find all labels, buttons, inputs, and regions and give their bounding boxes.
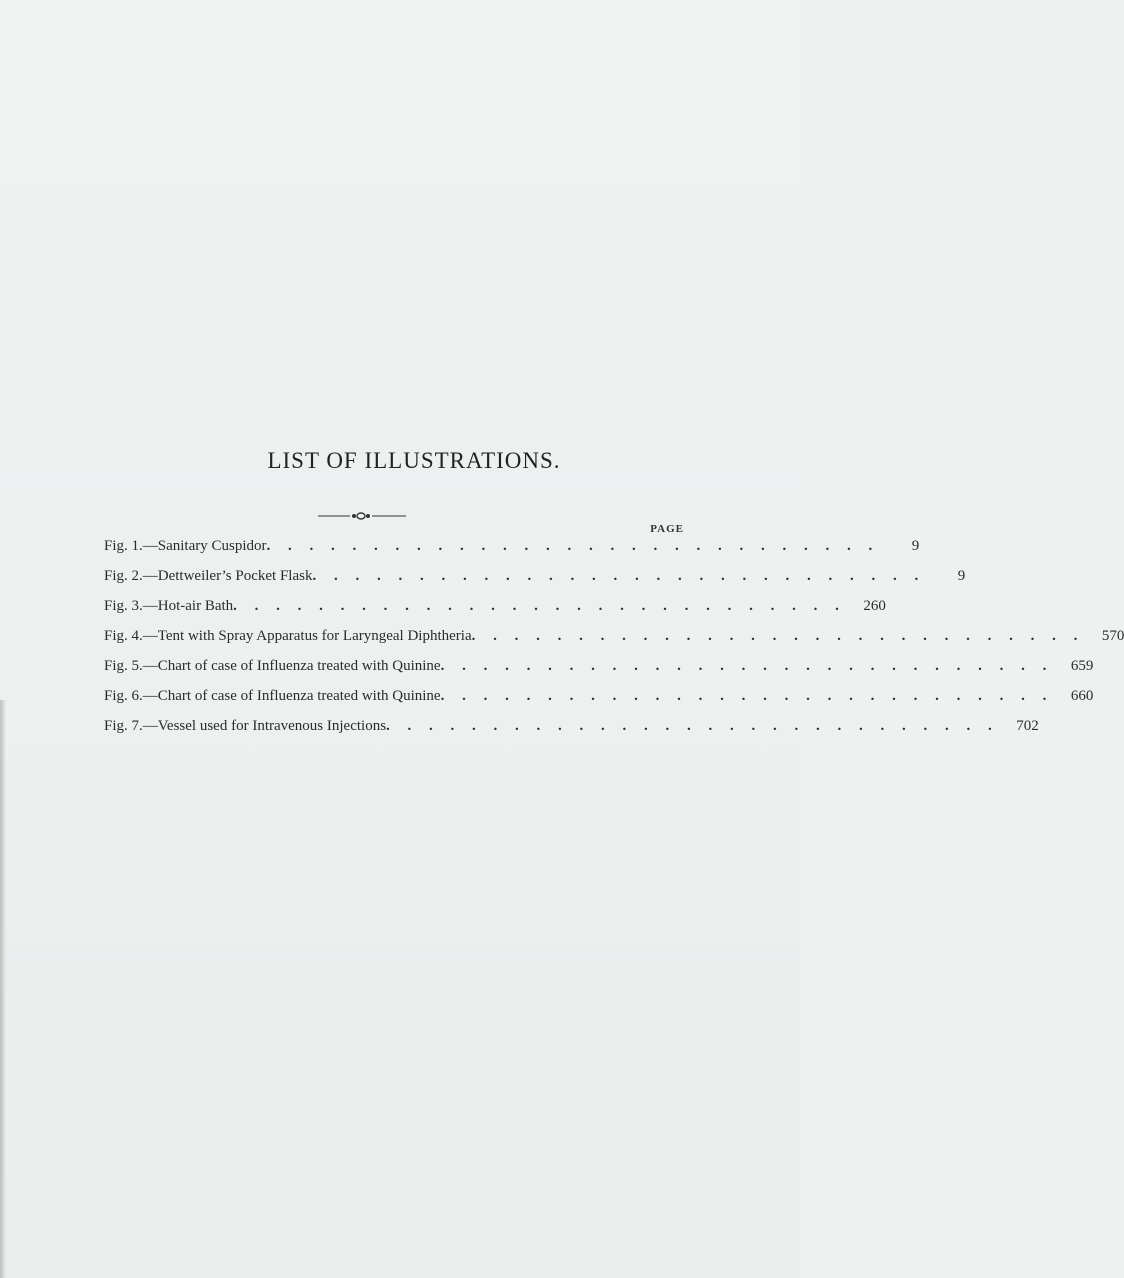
ornament-divider-icon (318, 512, 406, 520)
list-item (104, 688, 1094, 718)
page-column-heading: PAGE (650, 523, 684, 535)
dot-leader: . . . . . . . . . . . . . . . . . . . . . . . . . . . . . (471, 628, 1085, 644)
page-number: 9 (911, 538, 920, 554)
page-number: 659 (1070, 658, 1094, 674)
dot-leader: . . . . . . . . . . . . . . . . . . . . . . . . . . . . . (440, 658, 1054, 674)
dot-leader: . . . . . . . . . . . . . . . . . . . . . . . . . . . . . (266, 538, 880, 554)
list-item (104, 568, 966, 598)
list-item (104, 658, 1094, 688)
page-number: 260 (863, 598, 886, 614)
dot-leader: . . . . . . . . . . . . . . . . . . . . . . . . . . . . . (440, 688, 1054, 704)
page-number: 9 (957, 568, 966, 584)
page-number: 660 (1070, 688, 1094, 704)
page-title: LIST OF ILLUSTRATIONS. (267, 448, 561, 473)
list-item (104, 628, 1124, 658)
figure-caption: Fig. 5.—Chart of case of Influenza treated with Quinine (104, 658, 441, 674)
list-item (104, 538, 920, 568)
figure-caption: Fig. 1.—Sanitary Cuspidor (104, 538, 267, 554)
dot-leader: . . . . . . . . . . . . . . . . . . . . . . . . . . . . . (312, 568, 926, 584)
figure-caption: Fig. 3.—Hot-air Bath (104, 598, 234, 614)
figure-caption: Fig. 7.—Vessel used for Intravenous Injections (104, 718, 387, 734)
page-number: 570 (1101, 628, 1124, 644)
figure-caption: Fig. 2.—Dettweiler’s Pocket Flask (104, 568, 313, 584)
page-spine-shadow (0, 700, 6, 1278)
list-item (104, 598, 886, 628)
list-item (104, 718, 1039, 748)
dot-leader: . . . . . . . . . . . . . . . . . . . . . . . . . . . . . (386, 718, 999, 734)
illustrations-list (104, 538, 1124, 748)
dot-leader: . . . . . . . . . . . . . . . . . . . . . . . . . . . . . (233, 598, 846, 614)
figure-caption: Fig. 6.—Chart of case of Influenza treated with Quinine (104, 688, 441, 704)
figure-caption: Fig. 4.—Tent with Spray Apparatus for Laryngeal Diphtheria (104, 628, 472, 644)
page-number: 702 (1016, 718, 1039, 734)
